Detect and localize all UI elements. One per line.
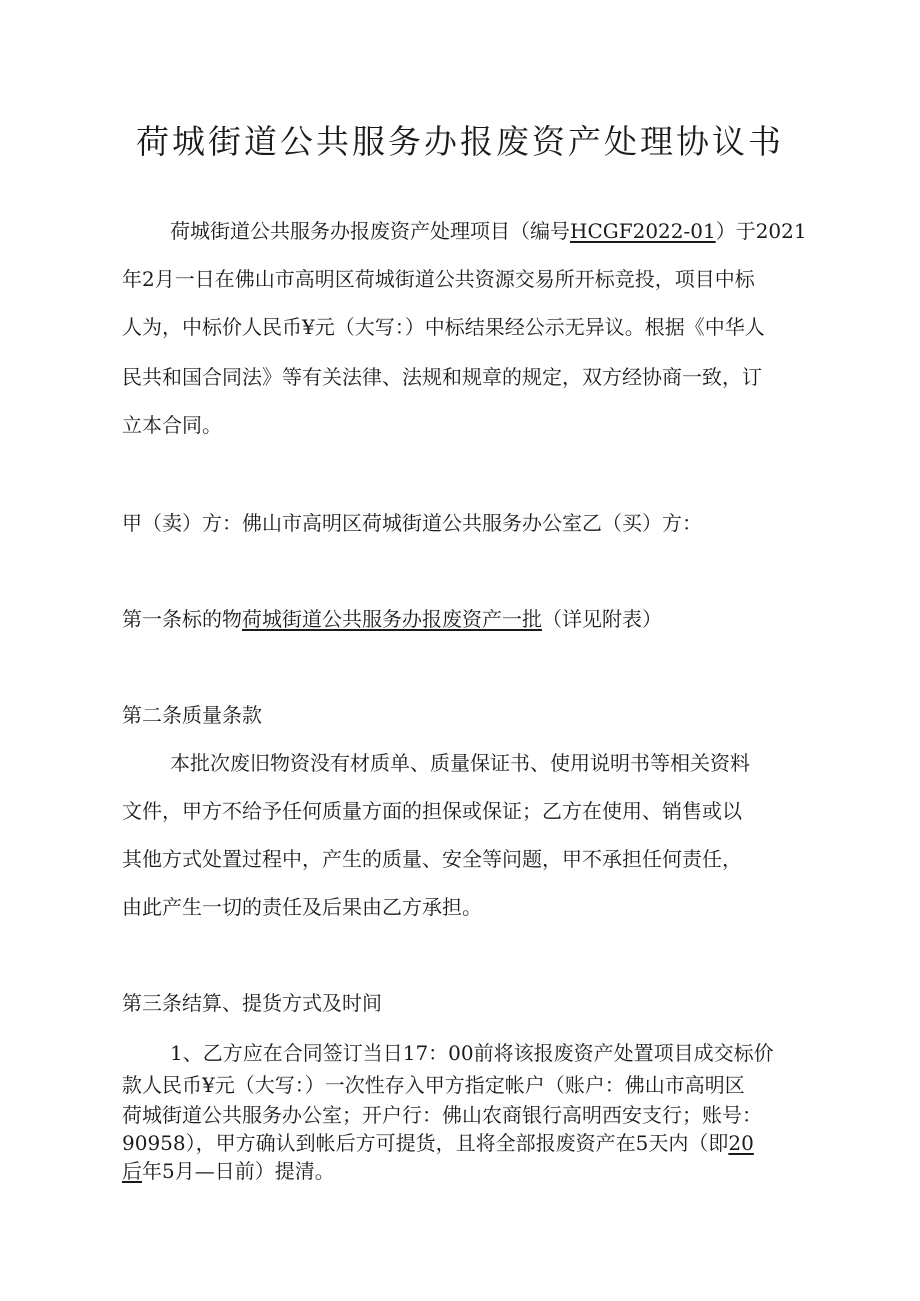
article-2-line-3: 其他方式处置过程中，产生的质量、安全等问题，甲不承担任何责任， — [122, 847, 742, 871]
intro-line-1: 荷城街道公共服务办报废资产处理项目（编号HCGF2022-01）于2021 — [170, 219, 807, 243]
article-3-line-3: 荷城街道公共服务办公室；开户行：佛山农商银行高明西安支行；账号： — [122, 1103, 762, 1127]
article-2-heading: 第二条质量条款 — [122, 703, 262, 727]
article-2-line-2: 文件，甲方不给予任何质量方面的担保或保证；乙方在使用、销售或以 — [122, 799, 742, 823]
article-3-line-1: 1、乙方应在合同签订当日17：00前将该报废资产处置项目成交标价 — [170, 1041, 774, 1065]
intro-line-4: 民共和国合同法》等有关法律、法规和规章的规定，双方经协商一致，订 — [122, 365, 762, 389]
article-3-heading: 第三条结算、提货方式及时间 — [122, 991, 382, 1015]
article-2-line-4: 由此产生一切的责任及后果由乙方承担。 — [122, 895, 482, 919]
article-3-line-2: 款人民币¥元（大写：）一次性存入甲方指定帐户（账户：佛山市高明区 — [122, 1073, 745, 1097]
intro-line-5: 立本合同。 — [122, 413, 222, 437]
subject-matter: 荷城街道公共服务办报废资产一批 — [242, 607, 542, 631]
article-3-line-4: 90958），甲方确认到帐后方可提货，且将全部报废资产在5天内（即20 — [122, 1131, 754, 1155]
intro-line-2: 年2月一日在佛山市高明区荷城街道公共资源交易所开标竞投，项目中标 — [122, 267, 755, 291]
article-2-line-1: 本批次废旧物资没有材质单、质量保证书、使用说明书等相关资料 — [170, 751, 750, 775]
document-title: 荷城街道公共服务办报废资产处理协议书 — [136, 122, 784, 161]
parties-line: 甲（卖）方：佛山市高明区荷城街道公共服务办公室乙（买）方： — [122, 511, 702, 535]
article-3-line-5: 后年5月—日前）提清。 — [122, 1159, 335, 1183]
intro-line-3: 人为，中标价人民币¥元（大写：）中标结果经公示无异议。根据《中华人 — [122, 315, 765, 339]
project-code: HCGF2022-01 — [570, 219, 716, 243]
article-1: 第一条标的物荷城街道公共服务办报废资产一批（详见附表） — [122, 607, 662, 631]
